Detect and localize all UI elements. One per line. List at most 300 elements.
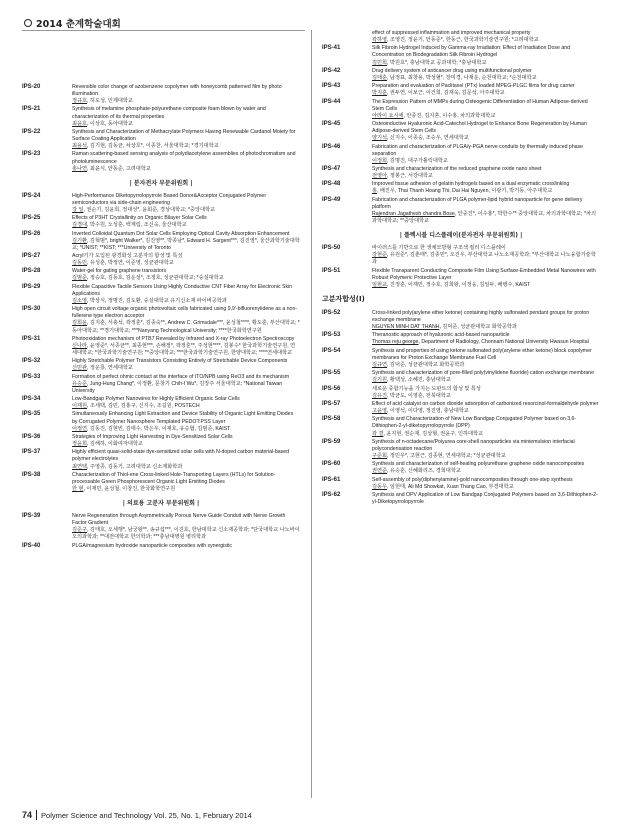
- abstract-entry: [322, 166, 600, 180]
- entry-id: IPS-35: [22, 411, 41, 418]
- abstract-entry: [322, 461, 600, 475]
- presenter-name: 강 일: [72, 206, 84, 213]
- entry-text: [372, 401, 600, 415]
- entry-title: Flexible Transparent Conducting Composite Film Using Surface-Embedded Metal Nanowires with Robust Polymeric Protective Layer: [372, 267, 596, 281]
- entry-id: IPS-42: [322, 67, 341, 74]
- entry-id: IPS-37: [22, 449, 41, 456]
- entry-authors: [372, 113, 600, 120]
- presenter-name: 최연택: [72, 463, 88, 470]
- footer-divider: [36, 810, 37, 820]
- entry-id: IPS-62: [322, 492, 341, 498]
- co-authors: , 허도성, 인제대학교: [87, 98, 133, 105]
- entry-id: IPS-52: [322, 309, 341, 316]
- presenter-name: 김유진: [372, 392, 388, 399]
- entry-authors: [372, 173, 600, 180]
- entry-authors: [372, 377, 600, 384]
- entry-title: Strategies of Improving Light Harvesting in Dye-Sensitized Solar Cells: [72, 433, 233, 440]
- abstract-entry: [22, 336, 300, 357]
- entry-id: IPS-30: [22, 306, 41, 313]
- entry-id: IPS-24: [22, 192, 41, 199]
- entry-authors: [372, 468, 600, 475]
- entry-id: IPS-49: [322, 196, 341, 203]
- presenter-name: 김범준: [72, 275, 88, 282]
- entry-text: [72, 358, 300, 372]
- entry-title: Synthesis and Characterization of New Low Bandgap Conjugated Polymer based on 3,6-Dithiophen-2-yl-diketopyrrolopyrrole (DPP): [372, 416, 577, 430]
- entry-text: [72, 284, 300, 305]
- entry-authors: [72, 426, 300, 433]
- entry-text: [372, 492, 600, 506]
- presenter-name: 권연준: [372, 468, 388, 475]
- presenter-name: 신나라: [72, 342, 88, 349]
- entry-id: IPS-41: [322, 45, 341, 52]
- entry-id: IPS-38: [22, 471, 41, 478]
- entry-text: [372, 99, 600, 120]
- entry-id: IPS-44: [322, 98, 341, 105]
- entry-text: [372, 83, 600, 97]
- presenter-name: 김소영: [72, 297, 88, 304]
- entry-authors: [72, 238, 300, 252]
- entry-id: IPS-54: [322, 347, 341, 354]
- co-authors: , 배진우, Thai Thanh Hoang Thi, Dai Hai Nguyen, 이광기, 박기동, 아주대학교: [377, 188, 553, 195]
- entry-title: Synthesis of melamine phosphate-polyurethane composite foam blown by water and characterization of its thermal properties: [72, 106, 266, 120]
- entry-text: [72, 215, 300, 229]
- entry-title: The Expression Pattern of MMPs during Osteogenic Differentiation of Human Adipose-derived Stem Cells: [372, 98, 588, 112]
- co-authors: , 조영진, 정윤기, 안동준*, 한동근, 한국과학기술연구원; *고려대학교: [387, 37, 539, 44]
- entry-text: [72, 253, 300, 267]
- entry-authors: [372, 339, 600, 346]
- entry-title: Synthesis and properties of using ketone sulfonated poly(arylene ether ketone) block copolymer membranes for Proton Exchange Membrane Fuel Cell: [372, 347, 592, 361]
- co-authors: , 안종진, 김지혼, 이수홍, 차의과학대학교: [403, 112, 496, 119]
- entry-title: Synthesis and characterization of self-healing polyurethane graphene oxide nanocomposites: [372, 461, 585, 468]
- entry-authors: [72, 207, 300, 214]
- circle-bullet-icon: [24, 19, 32, 27]
- co-authors: , 유승훈, 신혜화리즈, 경희대학교: [387, 468, 461, 475]
- presenter-name: 홍: [372, 188, 378, 195]
- abstract-entry: [22, 253, 300, 267]
- co-authors: , 김지훈, 서총석, 곽정훈*, 김종숙**, Andrew C. Grimsdale***, 윤성철****, 황도훈, 부산대학교; *동아대학교; **경기대학교; ***Nanyang Technological University; ****한국화학연구원: [72, 320, 300, 334]
- presenter-name: 김동우: [372, 483, 388, 490]
- co-authors: , 정승호, 김동호, 김운성*, 조정호, 성균관대학교; *숭실대학교: [87, 275, 224, 282]
- entry-title: Reversible color change of azobenzene copolymer with honeycomb patterned film by photo illumination: [72, 84, 282, 98]
- co-authors: , 유성훈, 박정연, 이준영, 성균관대학교: [87, 260, 174, 267]
- entry-text: [372, 370, 600, 384]
- abstract-entry: [322, 348, 600, 369]
- entry-authors: [372, 60, 600, 67]
- entry-authors: [372, 362, 600, 369]
- presenter-name: 김희윤: [72, 320, 88, 327]
- abstract-entry: [22, 268, 300, 282]
- entry-id: IPS-59: [322, 438, 341, 445]
- abstract-entry: [322, 439, 600, 460]
- entry-title: Highly Stretchable Polymer Transistors Consisting Entirely of Stretchable Device Components: [72, 358, 288, 365]
- abstract-entry: [322, 245, 600, 266]
- page-number: 74: [22, 810, 33, 820]
- entry-text: [72, 396, 300, 410]
- entry-authors: [72, 121, 300, 128]
- abstract-entry: [22, 449, 300, 470]
- entry-id: IPS-23: [22, 151, 41, 158]
- entry-authors: [72, 486, 300, 493]
- entry-text: [72, 231, 300, 252]
- page-footer: [22, 810, 252, 820]
- presenter-name: 김태훈: [372, 74, 388, 81]
- co-authors: , 이영석, 이다영, 정진영, 충남대학교: [387, 408, 469, 415]
- abstract-entry: [322, 386, 600, 400]
- entry-text: [72, 268, 300, 282]
- presenter-name: 김동민: [72, 260, 88, 267]
- abstract-entry: [22, 358, 300, 372]
- entry-text: [72, 513, 300, 541]
- abstract-entry: [322, 30, 600, 44]
- entry-text: [372, 144, 600, 165]
- entry-authors: [372, 211, 600, 225]
- presenter-name: 김경대: [72, 222, 88, 229]
- header-rule-left: [22, 30, 305, 31]
- entry-id: IPS-50: [322, 245, 341, 252]
- entry-title: Improved tissue adhesion of gelatin hydrogels based on a dual enzymatic crosslinking: [372, 181, 570, 188]
- entry-authors: [372, 282, 600, 289]
- entry-title: Flexible Capacitive Tactile Sensors Using Highly Conductive CNT Fiber Array for Electronic Skin Applications: [72, 283, 293, 297]
- entry-title: High open circuit voltage organic photovoltaic cells fabricated using 9,9'-bifluorenylidene as a non-fullerene type electron acceptor: [72, 306, 298, 320]
- entry-authors: [372, 408, 600, 415]
- abstract-entry: [22, 374, 300, 395]
- entry-title: Formation of perfect ohmic contact at the interface of ITO/NPB using ReO3 and its mechanism: [72, 373, 290, 380]
- column-divider: [311, 30, 312, 798]
- abstract-entry: [322, 181, 600, 195]
- co-authors: , 김해하, 이화여자대학교: [87, 441, 143, 448]
- abstract-entry: [322, 370, 600, 384]
- entry-text: [372, 245, 600, 266]
- entry-id: IPS-25: [22, 215, 41, 222]
- entry-id: IPS-32: [22, 358, 41, 365]
- entry-id: IPS-26: [22, 230, 41, 237]
- co-authors: , 황택성, 소혜진, 충남대학교: [387, 377, 451, 384]
- abstract-entry: [322, 68, 600, 82]
- right-column: [322, 30, 600, 507]
- presenter-name: 임현교: [372, 281, 388, 288]
- abstract-entry: [22, 472, 300, 493]
- entry-text: [72, 151, 300, 172]
- entry-title: Preparation and evaluation of Paclitaxel (PTx) loaded MPEG-PLGC films for drug carrier: [372, 83, 575, 90]
- entry-id: IPS-47: [322, 166, 341, 172]
- abstract-entry: [22, 106, 300, 127]
- entry-text: [372, 461, 600, 475]
- entry-id: IPS-34: [22, 396, 41, 403]
- abstract-entry: [322, 197, 600, 225]
- co-authors: , 정민우*, 고현근, 김종현, 연세대학교; *성균관대학교: [387, 452, 506, 459]
- co-authors: , 김태호, 오세행*, 남궁왕**, 송규섭***, 이진호, 한남대학교 신소재공학과; *단국대학교 나노바이오의과학과; **대전대학교 한의학과; ***충남대병원 병리학과: [72, 527, 300, 541]
- presenter-name: 곽하영: [372, 37, 388, 44]
- entry-id: [322, 30, 372, 44]
- presenter-name: 곽 결: [372, 430, 384, 437]
- abstract-entry: [22, 396, 300, 410]
- entry-title: Fabrication and characterization of PLGA polymer-lipid hybrid nanoparticle for gene delivery platform: [372, 196, 583, 210]
- abstract-entry: [22, 543, 300, 550]
- entry-id: IPS-27: [22, 253, 41, 259]
- entry-authors: [372, 324, 600, 331]
- entry-text: [72, 472, 300, 493]
- co-authors: , 박상식, 정명진, 김도환, 숭실대학교 유기신소재 파이버공학과: [87, 297, 227, 304]
- journal-info: Polymer Science and Technology Vol. 25, No. 1, February 2014: [41, 810, 252, 820]
- entry-title: Cross-linked poly(arylene ether ketone) containing highly sulfonated pendant groups for proton exchange membrane: [372, 309, 590, 323]
- presenter-name: 김민희: [372, 59, 388, 66]
- co-authors: , 임헌태, Ali Md Showkat, Xuan Thang Cao, 부경대학교: [387, 483, 514, 490]
- abstract-entry: [322, 310, 600, 331]
- presenter-name: 전영아: [372, 173, 388, 180]
- abstract-entry: [22, 434, 300, 448]
- abstract-entry: [22, 215, 300, 229]
- co-authors: , 김덕준, 성균관대학교 화학공학과: [439, 324, 517, 331]
- entry-title: Highly efficient quasi-solid-state dye-sensitized solar cells with N-doped carbon material-based polymer electrolytes: [72, 449, 290, 463]
- entry-id: IPS-40: [22, 542, 41, 549]
- presenter-name: 신민관: [72, 365, 88, 372]
- entry-title: Characterization of Thiol-ene Cross-linked Hole-Transporting Layers (HTLs) for Solution-processable Green Phosphorescent Organic Light Emitting Diodes: [72, 471, 276, 485]
- abstract-entry: [322, 99, 600, 120]
- co-authors: , 조세택, 김민, 김홍구, 신지수, 조길원, POSTECH: [87, 403, 200, 410]
- co-authors: , 박수원, 노성훈, 백계림, 조신욱, 울산대학교: [87, 222, 187, 229]
- co-authors: , 남정표, 최창용, 박성혈*, 장미경, 나재운, 순천대학교; *순천대학교: [387, 74, 537, 81]
- entry-id: IPS-48: [322, 181, 341, 188]
- entry-authors: [72, 260, 300, 267]
- entry-text: [372, 439, 600, 460]
- co-authors: , 최윤식, 안동준, 고려대학교: [87, 165, 151, 172]
- entry-authors: [72, 320, 300, 334]
- abstract-entry: [322, 83, 600, 97]
- entry-text: [372, 181, 600, 195]
- presenter-name: 홍나연: [72, 165, 88, 172]
- abstract-entry: [322, 492, 600, 506]
- entry-authors: [372, 453, 600, 460]
- presenter-name: 이정연: [72, 425, 88, 432]
- abstract-entry: [322, 45, 600, 66]
- entry-id: IPS-33: [22, 373, 41, 380]
- presenter-name: 고윤영: [372, 408, 388, 415]
- left-column: [22, 84, 300, 551]
- entry-title: Osteoinductive Hyaluronic Acid-Catechol Hydrogel to Enhance Bone Regeneration by Human Adipose-derived Stem Cells: [372, 121, 587, 135]
- entry-id: IPS-46: [322, 143, 341, 150]
- co-authors: , 박원호*, 충남대학교 공과대학; *충남대학교: [387, 59, 487, 66]
- entry-text: [372, 332, 600, 346]
- entry-id: IPS-36: [22, 433, 41, 440]
- presenter-name: 최윤호: [72, 120, 88, 127]
- entry-text: [372, 348, 600, 369]
- entry-authors: [72, 441, 300, 448]
- presenter-name: 박지훈: [372, 90, 388, 97]
- co-authors: , 김혁범*, bright Walker*, 김진영**, 박종남*, Edward H. Sargent***, 김진영*, 울산과학기술대학교; *UNIST; **KIST; ***University of Toronto: [72, 237, 300, 251]
- entry-title: High-Performance Diketopyrrolopyrrole Based Donor&Acceptor Conjugated Polymer semiconductors via side-chain engineering: [72, 192, 267, 206]
- entry-title: Synthesis and characterization of pore-filled poly(vinylidene fluoride) cation exchange membrane: [372, 370, 595, 377]
- co-authors: , 정봉근, 서강대학교: [387, 173, 433, 180]
- co-authors: , 권두연, 이보근, 이건희, 김재욱, 김문석, 아주대학교: [387, 90, 505, 97]
- entry-id: IPS-43: [322, 83, 341, 90]
- entry-authors: [72, 381, 300, 395]
- abstract-entry: [322, 332, 600, 346]
- entry-title: Low-Bandgap Polymer Nanowires for Highly Efficient Organic Solar Cells: [72, 396, 240, 403]
- entry-text: [72, 193, 300, 214]
- abstract-entry: [22, 193, 300, 214]
- abstract-entry: [322, 477, 600, 491]
- abstract-entry: [22, 513, 300, 541]
- presenter-name: 양기석: [372, 135, 388, 142]
- entry-text: [72, 306, 300, 334]
- abstract-entry: [22, 129, 300, 150]
- entry-text: [72, 543, 300, 550]
- entry-authors: [372, 431, 600, 438]
- entry-id: IPS-51: [322, 267, 341, 274]
- co-authors: , 김덕준, 성균관대학교 화학공학과: [387, 361, 465, 368]
- entry-id: IPS-58: [322, 416, 341, 423]
- abstract-entry: [322, 416, 600, 437]
- entry-text: [372, 386, 600, 400]
- entry-title: PLGA/magnesium hydroxide nanoparticle composites with synergistic: [72, 542, 233, 549]
- entry-title: Simultaneously Enhancing Light Extraction and Device Stability of Organic Light Emitting Diodes by Corrugated Polymer Nanosphere Templated PEDOT:PSS Layer: [72, 411, 294, 425]
- abstract-entry: [22, 306, 300, 334]
- entry-title: Nerve Regeneration through Asymmetrically Porous Nerve Guide Conduit with Nerve Growth Factor Gradient: [72, 513, 286, 527]
- entry-authors: [72, 222, 300, 229]
- entry-id: IPS-31: [22, 335, 41, 342]
- presenter-name: 유승준: [72, 380, 88, 387]
- entry-text: [72, 129, 300, 150]
- entry-title: Effect of acid catalyst on carbon dioxide adsorption of carbonized resorcinol-formaldehyde polymer: [372, 400, 599, 407]
- co-authors: , 김기현, 김동균, 차상호*, 이종찬, 서울대학교; *경기대학교: [87, 143, 219, 150]
- entry-title: Inverted Colloidal Quantum Dot Solar Cells Employing Optical Cavity Absorption Enhancement: [72, 230, 290, 237]
- entry-id: IPS-29: [22, 283, 41, 290]
- entry-authors: [72, 143, 300, 150]
- entry-text: [72, 336, 300, 357]
- entry-id: IPS-45: [322, 121, 341, 128]
- section-heading: | 분자전자 부문위원회 |: [129, 179, 193, 187]
- entry-id: IPS-60: [322, 461, 341, 468]
- co-authors: , 권순기, 김윤희, 정대성*, 윤회준, 경상대학교; *중앙대학교: [83, 206, 216, 213]
- entry-text: [72, 434, 300, 448]
- entry-title: Theranostic approach of hyaluronic acid-based nanoparticle: [372, 332, 510, 339]
- entry-id: IPS-57: [322, 400, 341, 407]
- co-authors: , 정운룡, 연세대학교: [87, 365, 133, 372]
- presenter-name: 강현준: [372, 252, 388, 259]
- co-authors: , 박균도, 이영훈, 전북대학교: [387, 392, 451, 399]
- entry-id: IPS-21: [22, 106, 41, 113]
- co-authors: , 안중진*, 이수홍*, 박한수** 중앙대학교, 차의과학대학교; *차의과학대학교; **중앙대학교: [372, 210, 596, 225]
- entry-authors: [72, 464, 300, 471]
- entry-id: IPS-39: [22, 513, 41, 520]
- entry-title: Synthesis of n-octadecane/Polyurea core-shell nanoparticles via miniemulsion interfacial polycondensation reaction: [372, 438, 575, 452]
- abstract-entry: [22, 284, 300, 305]
- co-authors: , 진정훈, 이재민, 정수호, 김희왕, 이정웅, 김일두, 배병수, KAIST: [387, 281, 531, 288]
- presenter-name: Thomas reju george: [372, 339, 419, 346]
- co-authors: , 신지수, 이종승, 조승우, 연세대학교: [387, 135, 469, 142]
- entry-title: effect of suppressed inflammation and improved mechanical property: [372, 30, 531, 36]
- entry-text: [372, 68, 600, 82]
- entry-title: Fabrication and characterization of PLGA/γ-PGA nerve conduits by thermally induced phase separation: [372, 143, 584, 157]
- entry-title: Raman scattering-based sensing analysis of polydiacetylene assemblies of photochromatism and photoluminescence: [72, 151, 296, 165]
- entry-title: Self-assembly of poly(diphenylamine)-gold nanocomposites through one-step synthesis: [372, 476, 573, 483]
- entry-authors: [72, 98, 300, 105]
- entry-id: IPS-20: [22, 84, 41, 90]
- abstract-entry: [322, 144, 600, 165]
- entry-title: Silk Fibroin Hydrogel Induced by Gamma-ray Irradiation: Effect of Irradiation Dose and Concentration on Biodegradation Silk Fibroin Hydrogel: [372, 45, 570, 59]
- entry-title: Synthesis and OPV Application of Low Bandgap Conjugated Polymers based on 3,6-Dithiophen-2-yl-Diketopyrrolopyrrole: [372, 492, 598, 506]
- entry-id: IPS-53: [322, 332, 341, 339]
- entry-text: [72, 84, 300, 105]
- entry-authors: [72, 403, 300, 410]
- co-authors: , 김명진, 대구가톨릭대학교: [387, 157, 448, 164]
- entry-text: [372, 166, 600, 180]
- entry-authors: [72, 343, 300, 357]
- entry-title: 바이러스를 기반으로 한 생체모방형 구조색 컬러 디스플레이: [372, 245, 506, 252]
- co-authors: , 이상호, 동아대학교: [87, 120, 133, 127]
- entry-authors: [372, 90, 600, 97]
- entry-title: Synthesis and Characterization of Methacrylate Polymers Having Renewable Cardanol Moiety for Surface Coating Application: [72, 128, 296, 143]
- co-authors: , Jung-Hung Chang*, 이정환, 문창기 Chih-I Wu*, 김장주 서울대학교; *National Taiwan University: [72, 380, 283, 394]
- entry-id: IPS-61: [322, 476, 341, 483]
- entry-id: IPS-55: [322, 370, 341, 377]
- entry-text: [372, 268, 600, 289]
- entry-title: Synthesis and characterization of the reduced graphene oxide nano sheet: [372, 166, 542, 172]
- abstract-entry: [22, 411, 300, 432]
- presenter-name: 김준구: [72, 527, 88, 534]
- header-title: 2014 춘계학술대회: [36, 19, 121, 30]
- presenter-name: 구준회: [372, 452, 388, 459]
- section-heading: | 의료용 고분자 부문위원회 |: [122, 500, 200, 508]
- entry-authors: [372, 393, 600, 400]
- presenter-name: 정윤희: [72, 441, 88, 448]
- entry-title: Effects of P3HT Crystallinity on Organic Bilayer Solar Cells: [72, 215, 207, 222]
- co-authors: , 윤지현, 권순재, 김상형, 권윤구, 인하대학교: [383, 430, 484, 437]
- page-header: [24, 16, 121, 30]
- entry-text: [372, 45, 600, 66]
- entry-id: IPS-28: [22, 268, 41, 275]
- presenter-name: 이재원: [72, 403, 88, 410]
- presenter-name: Rajendran Jagathesh chandra Bose: [372, 210, 455, 217]
- entry-id: IPS-22: [22, 128, 41, 135]
- entry-authors: [372, 75, 600, 82]
- entry-text: [72, 374, 300, 395]
- section-heading: | 플렉시블 디스플레이(분자전자 부문위원회) |: [399, 232, 523, 240]
- co-authors: , 김동진, 김현빈, 김태수, 박은우, 이재호, 유승협, 김범준, KAIST: [87, 425, 231, 432]
- co-authors: , 이재민, 윤성철, 이창진, 한국화학연구원: [83, 485, 176, 492]
- entry-text: [372, 477, 600, 491]
- co-authors: , 윤영준*, 서종균**, 최종현***, 손해정*, 곽정훈**, 주성현****, 김봉수* 한국과학기술연구원, 연세대학교; *한국과학기술연구원; **중앙대학교; ***한국과학기술연구원, 한양대학교; ****연세대학교: [72, 342, 296, 356]
- entry-text: [372, 310, 600, 331]
- entry-text: [372, 30, 600, 44]
- entry-title: Photooxidation mechanism of PTB7 Revealed by Infrared and X-ray Photoelectron Spectroscopy: [72, 335, 295, 342]
- entry-title: 새로운 중합기능을 가지는 도판트의 합성 및 특성: [372, 385, 481, 392]
- co-authors: , 주영종, 김동기, 고려대학교 신소재화학과: [87, 463, 183, 470]
- presenter-name: 아라이 요시에: [372, 112, 404, 119]
- abstract-entry: [22, 231, 300, 252]
- entry-authors: [72, 166, 300, 173]
- presenter-name: 정규호: [72, 98, 88, 105]
- entry-authors: [372, 37, 600, 44]
- entry-text: [372, 197, 600, 225]
- abstract-entry: [22, 151, 300, 172]
- entry-text: [72, 106, 300, 127]
- entry-authors: [72, 365, 300, 372]
- entry-authors: [372, 484, 600, 491]
- presenter-name: 김규연: [372, 361, 388, 368]
- entry-id: IPS-56: [322, 385, 341, 392]
- entry-authors: [72, 298, 300, 305]
- section-heading: 고분자합성(I): [322, 294, 365, 303]
- entry-text: [372, 416, 600, 437]
- entry-text: [72, 449, 300, 470]
- entry-authors: [372, 158, 600, 165]
- entry-text: [372, 121, 600, 142]
- presenter-name: NGUYEN MINH DAT THANH: [372, 324, 440, 331]
- presenter-name: 최용석: [72, 143, 88, 150]
- entry-title: Drug delivery system of anticancer drug using multifunctional polymer: [372, 67, 532, 74]
- presenter-name: 김기환: [72, 237, 88, 244]
